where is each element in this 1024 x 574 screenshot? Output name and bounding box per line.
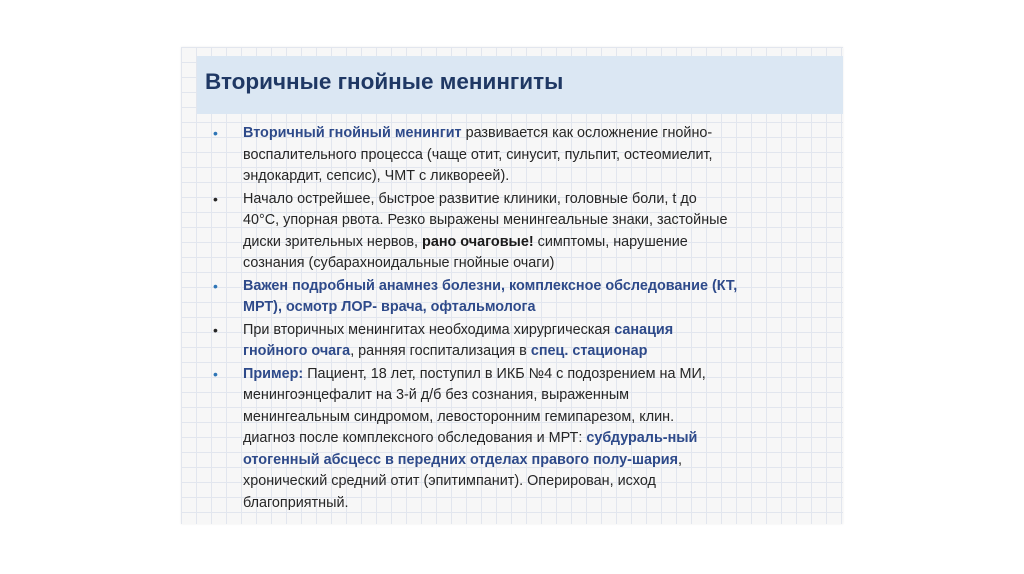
bullet-dot-icon: •: [213, 365, 218, 382]
bullet-list: [211, 123, 831, 515]
bullet-item-4: [211, 320, 831, 363]
highlight-text: спец. стационар: [530, 343, 648, 359]
bullet-3-line-2: МРТ), осмотр ЛОР- врача, офтальмолога: [243, 299, 536, 315]
bullet-item-5: [211, 364, 831, 515]
bullet-2-line-1: Начало острейшее, быстрое развитие клиники, головные боли, t до: [243, 190, 697, 207]
highlight-text: гнойного очага: [243, 343, 351, 359]
bullet-5-line-2: менингоэнцефалит на 3-й д/б без сознания, выраженным: [243, 387, 630, 403]
bullet-2-line-4: сознания (субарахноидальные гнойные очаги): [243, 255, 555, 271]
bullet-5-line-5: [243, 450, 831, 472]
text-span: При вторичных менингитах необходима хирургическая: [243, 321, 615, 338]
bullet-4-line-2: [243, 341, 831, 363]
bullet-1-line-2: воспалительного процесса (чаще отит, синусит, пульпит, остеомиелит,: [243, 146, 713, 163]
slide-title: Вторичные гнойные менингиты: [205, 69, 564, 94]
highlight-text: Вторичный гнойный менингит: [243, 125, 462, 141]
highlight-text: санация: [614, 321, 674, 338]
bullet-5-line-1: [243, 364, 831, 386]
bullet-2-line-2: 40°С, упорная рвота. Резко выражены менингеальные знаки, застойные: [243, 212, 728, 228]
bullet-dot-icon: •: [213, 277, 218, 294]
bullet-dot-icon: •: [213, 125, 218, 141]
bullet-1-line-1: [243, 123, 831, 145]
highlight-text: отогенный абсцесс в передних отделах правого полу-шария: [243, 451, 678, 468]
highlight-text: Пример:: [243, 365, 304, 382]
bullet-item-3: [211, 276, 831, 319]
bold-text: рано очаговые!: [422, 233, 534, 250]
text-span: диагноз после комплексного обследования и МРТ:: [243, 430, 587, 446]
bullet-4-line-1: [243, 320, 831, 342]
text-span: , ранняя госпитализация в: [350, 343, 531, 359]
bullet-2-line-3: [243, 232, 831, 254]
highlight-text: субдураль-ный: [586, 430, 698, 446]
bullet-5-line-6: хронический средний отит (эпитимпанит). Оперирован, исход: [243, 473, 656, 489]
text-span: развивается как осложнение гнойно-: [461, 125, 713, 141]
bullet-5-line-4: [243, 428, 831, 450]
bullet-5-line-7: благоприятный.: [243, 494, 349, 511]
text-span: диски зрительных нервов,: [243, 233, 423, 250]
text-span: симптомы, нарушение: [533, 233, 688, 250]
title-bar: [197, 56, 843, 114]
bullet-item-2: [211, 189, 831, 275]
bullet-dot-icon: •: [213, 321, 218, 338]
slide: [181, 47, 843, 524]
text-span: ,: [677, 451, 682, 468]
bullet-1-line-3: эндокардит, сепсис), ЧМТ с ликвореей).: [243, 168, 510, 184]
bullet-item-1: [211, 123, 831, 188]
bullet-5-line-3: менингеальным синдромом, левосторонним гемипарезом, клин.: [243, 408, 675, 425]
bullet-dot-icon: •: [213, 190, 218, 207]
text-span: Пациент, 18 лет, поступил в ИКБ №4 с подозрением на МИ,: [303, 365, 706, 382]
bullet-3-line-1: Важен подробный анамнез болезни, комплексное обследование (КТ,: [243, 277, 738, 294]
